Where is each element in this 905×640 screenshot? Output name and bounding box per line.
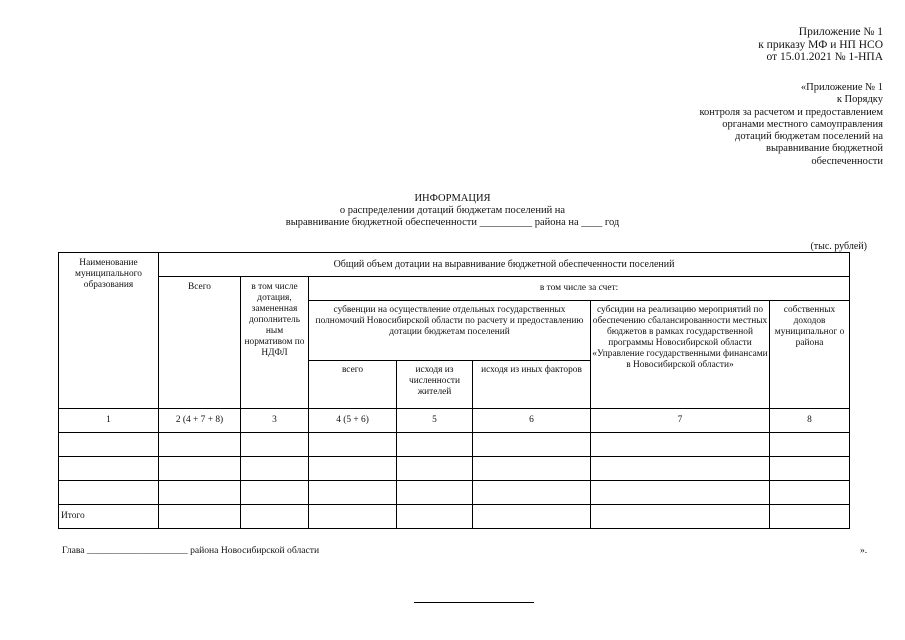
table-row	[59, 433, 850, 457]
header-subventions: субвенции на осуществление отдельных государственных полномочий Новосибирской области по расчету и предоставлению дотации бюджетам поселений	[309, 301, 591, 361]
column-number: 2 (4 + 7 + 8)	[159, 409, 241, 433]
empty-cell	[59, 457, 159, 481]
order-date: от 15.01.2021 № 1-НПА	[766, 51, 883, 63]
empty-cell	[309, 433, 397, 457]
empty-cell	[397, 433, 473, 457]
signature-line: Глава _____________________ района Новосибирской области	[62, 545, 320, 556]
bottom-divider	[414, 602, 534, 603]
empty-cell	[241, 457, 309, 481]
table-row	[59, 457, 850, 481]
empty-cell	[591, 457, 770, 481]
order-reference	[758, 26, 883, 64]
column-number: 7	[591, 409, 770, 433]
empty-cell	[309, 481, 397, 505]
procedure-line: обеспеченности	[811, 155, 883, 167]
empty-cell	[159, 481, 241, 505]
title-heading: ИНФОРМАЦИЯ	[414, 193, 491, 204]
empty-cell	[473, 457, 591, 481]
header-ndfl: в том числе дотация, замененная дополнитель ным нормативом по НДФЛ	[241, 277, 309, 409]
column-numbers-row	[59, 409, 850, 433]
procedure-line: «Приложение № 1	[800, 82, 883, 93]
column-number: 6	[473, 409, 591, 433]
total-label: Итого	[59, 505, 159, 529]
column-number: 1	[59, 409, 159, 433]
appendix-label: Приложение № 1	[798, 26, 883, 38]
header-row-2	[59, 277, 850, 301]
empty-cell	[770, 433, 850, 457]
empty-cell	[591, 505, 770, 529]
table-row	[59, 481, 850, 505]
title-subheading: выравнивание бюджетной обеспеченности __________ района на ____ год	[285, 216, 620, 228]
header-subventions-total: всего	[309, 361, 397, 409]
empty-cell	[473, 481, 591, 505]
empty-cell	[241, 433, 309, 457]
header-by-population: исходя из численности жителей	[397, 361, 473, 409]
empty-cell	[241, 481, 309, 505]
header-by-other-factors: исходя из иных факторов	[473, 361, 591, 409]
column-number: 3	[241, 409, 309, 433]
empty-cell	[397, 481, 473, 505]
empty-cell	[309, 505, 397, 529]
header-all: Всего	[159, 277, 241, 409]
empty-cell	[59, 433, 159, 457]
empty-cell	[473, 433, 591, 457]
header-municipality: Наименование муниципального образования	[59, 253, 159, 409]
empty-cell	[473, 505, 591, 529]
empty-cell	[770, 457, 850, 481]
total-row	[59, 505, 850, 529]
column-number: 8	[770, 409, 850, 433]
empty-cell	[770, 481, 850, 505]
procedure-line: дотаций бюджетам поселений на	[735, 131, 883, 143]
empty-cell	[159, 457, 241, 481]
empty-cell	[309, 457, 397, 481]
header-total-dotation: Общий объем дотации на выравнивание бюджетной обеспеченности поселений	[159, 253, 850, 277]
procedure-line: выравнивание бюджетной	[766, 143, 883, 155]
procedure-line: к Порядку	[836, 94, 883, 106]
closing-quote: ».	[860, 545, 868, 556]
distribution-table	[58, 252, 850, 529]
empty-cell	[397, 457, 473, 481]
header-subsidies: субсидии на реализацию мероприятий по обеспечению сбалансированности местных бюджетов в рамках государственной программы Новосибирской области «Управление государственными финансами в Новосибирской области»	[591, 301, 770, 409]
procedure-line: органами местного самоуправления	[722, 118, 883, 130]
procedure-reference	[699, 82, 883, 168]
empty-cell	[159, 433, 241, 457]
procedure-line: контроля за расчетом и предоставлением	[699, 106, 883, 118]
header-including: в том числе за счет:	[309, 277, 850, 301]
order-name: к приказу МФ и НП НСО	[758, 38, 883, 51]
column-number: 4 (5 + 6)	[309, 409, 397, 433]
empty-cell	[241, 505, 309, 529]
header-row-1	[59, 253, 850, 277]
document-title	[0, 193, 905, 228]
column-number: 5	[397, 409, 473, 433]
header-own-revenues: собственных доходов муниципальног о района	[770, 301, 850, 409]
empty-cell	[397, 505, 473, 529]
empty-cell	[591, 433, 770, 457]
empty-cell	[770, 505, 850, 529]
empty-cell	[159, 505, 241, 529]
title-subheading: о распределении дотаций бюджетам поселений на	[339, 204, 566, 216]
empty-cell	[591, 481, 770, 505]
empty-cell	[59, 481, 159, 505]
units-label: (тыс. рублей)	[810, 241, 867, 252]
